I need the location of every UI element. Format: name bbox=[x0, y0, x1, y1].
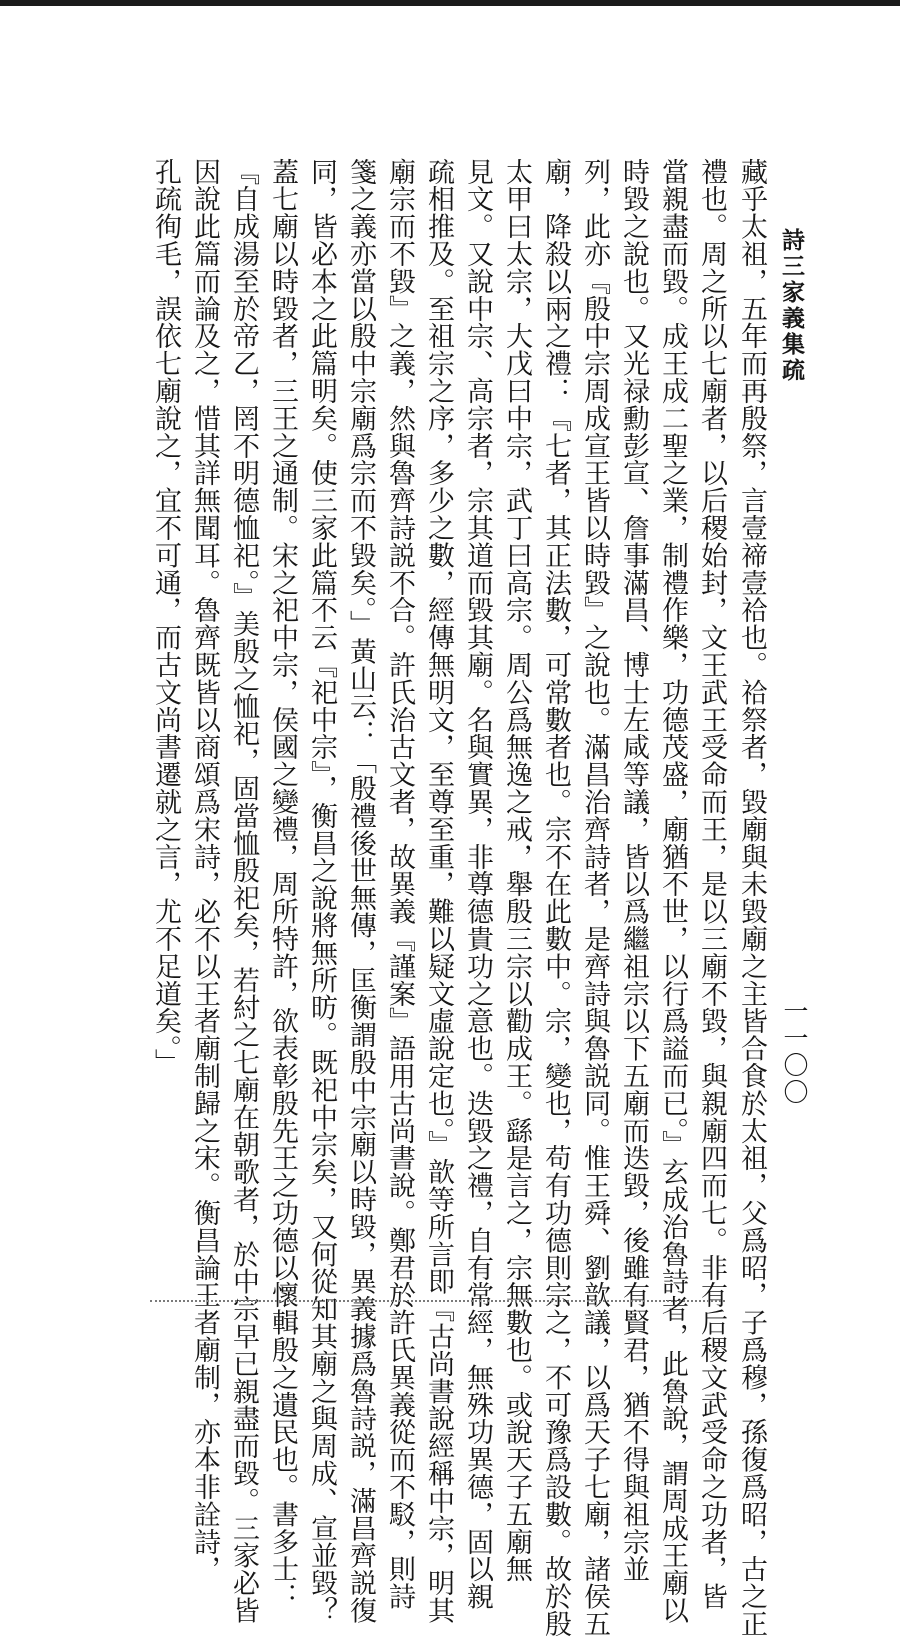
text-line-11: 箋之義亦當以殷中宗廟爲宗而不毀矣。」黃山云：「殷禮後世無傳，匡衡謂殷中宗廟以時毀，異義據爲魯詩説，滿昌齊説復 bbox=[345, 158, 376, 1625]
text-line-8: 見文。又說中宗、高宗者，宗其道而毀其廟。名與實異，非尊德貴功之意也。迭毀之禮，自有常經，無殊功異德，固以親 bbox=[462, 158, 493, 1611]
text-line-13: 蓋七廟以時毀者，三王之通制。宋之祀中宗，侯國之變禮，周所特許，欲表彰殷先王之功德以懷輯殷之遺民也。書多士： bbox=[267, 158, 298, 1611]
text-line-1: 藏乎太祖，五年而再殷祭，言壹禘壹祫也。祫祭者，毀廟與未毀廟之主皆合食於太祖，父爲昭，子爲穆，孫復爲昭，古之正 bbox=[736, 158, 767, 1638]
bottom-rule bbox=[150, 1300, 725, 1302]
text-line-7: 太甲曰太宗，大戊曰中宗，武丁曰高宗。周公爲無逸之戒，舉殷三宗以勸成王。繇是言之，宗無數也。或說天子五廟無 bbox=[501, 158, 532, 1583]
page-number: 一一〇〇 bbox=[780, 998, 809, 1106]
text-line-6: 廟，降殺以兩之禮：『七者，其正法數，可常數者也。宗不在此數中。宗，變也，苟有功德則宗之，不可豫爲設數。故於殷 bbox=[540, 158, 571, 1638]
text-line-9: 疏相推及。至祖宗之序，多少之數，經傳無明文，至尊至重，難以疑文虛說定也。』歆等所言即『古尚書說經稱中宗，明其 bbox=[423, 158, 454, 1625]
text-line-15: 因說此篇而論及之，惜其詳無聞耳。魯齊既皆以商頌爲宋詩，必不以王者廟制歸之宋。衡昌論王者廟制，亦本非詮詩， bbox=[189, 158, 220, 1583]
text-line-2: 禮也。周之所以七廟者，以后稷始封，文王武王受命而王，是以三廟不毀，與親廟四而七。非有后稷文武受命之功者，皆 bbox=[696, 158, 727, 1611]
text-line-10: 廟宗而不毀』之義，然與魯齊詩説不合。許氏治古文者，故異義『謹案』語用古尚書說。鄭君於許氏異義從而不駁，則詩 bbox=[384, 158, 415, 1611]
text-line-12: 同，皆必本之此篇明矣。使三家此篇不云『祀中宗』，衡昌之說將無所昉。既祀中宗矣，又何從知其廟之與周成、宣並毀？ bbox=[306, 158, 337, 1625]
page-top-border bbox=[0, 0, 900, 6]
running-head: 詩三家義集疏 bbox=[778, 228, 805, 384]
text-line-5: 列，此亦『殷中宗周成宣王皆以時毀』之說也。滿昌治齊詩者，是齊詩與魯説同。惟王舜、劉歆議，以爲天子七廟，諸侯五 bbox=[579, 158, 610, 1638]
text-line-3: 當親盡而毀。成王成二聖之業，制禮作樂，功德茂盛，廟猶不世，以行爲謚而已。』玄成治魯詩者，此魯說，謂周成王廟以 bbox=[657, 158, 688, 1625]
text-line-4: 時毀之說也。又光禄勳彭宣、詹事滿昌、博士左咸等議，皆以爲繼祖宗以下五廟而迭毀，後雖有賢君，猶不得與祖宗並 bbox=[618, 158, 649, 1583]
text-line-14: 『自成湯至於帝乙，罔不明德恤祀。』美殷之恤祀，固當恤殷祀矣，若紂之七廟在朝歌者，於中宗早已親盡而毀。三家必皆 bbox=[228, 158, 259, 1625]
text-line-16: 孔疏徇毛，誤依七廟說之，宜不可通，而古文尚書遷就之言，尤不足道矣。」 bbox=[150, 158, 181, 1077]
